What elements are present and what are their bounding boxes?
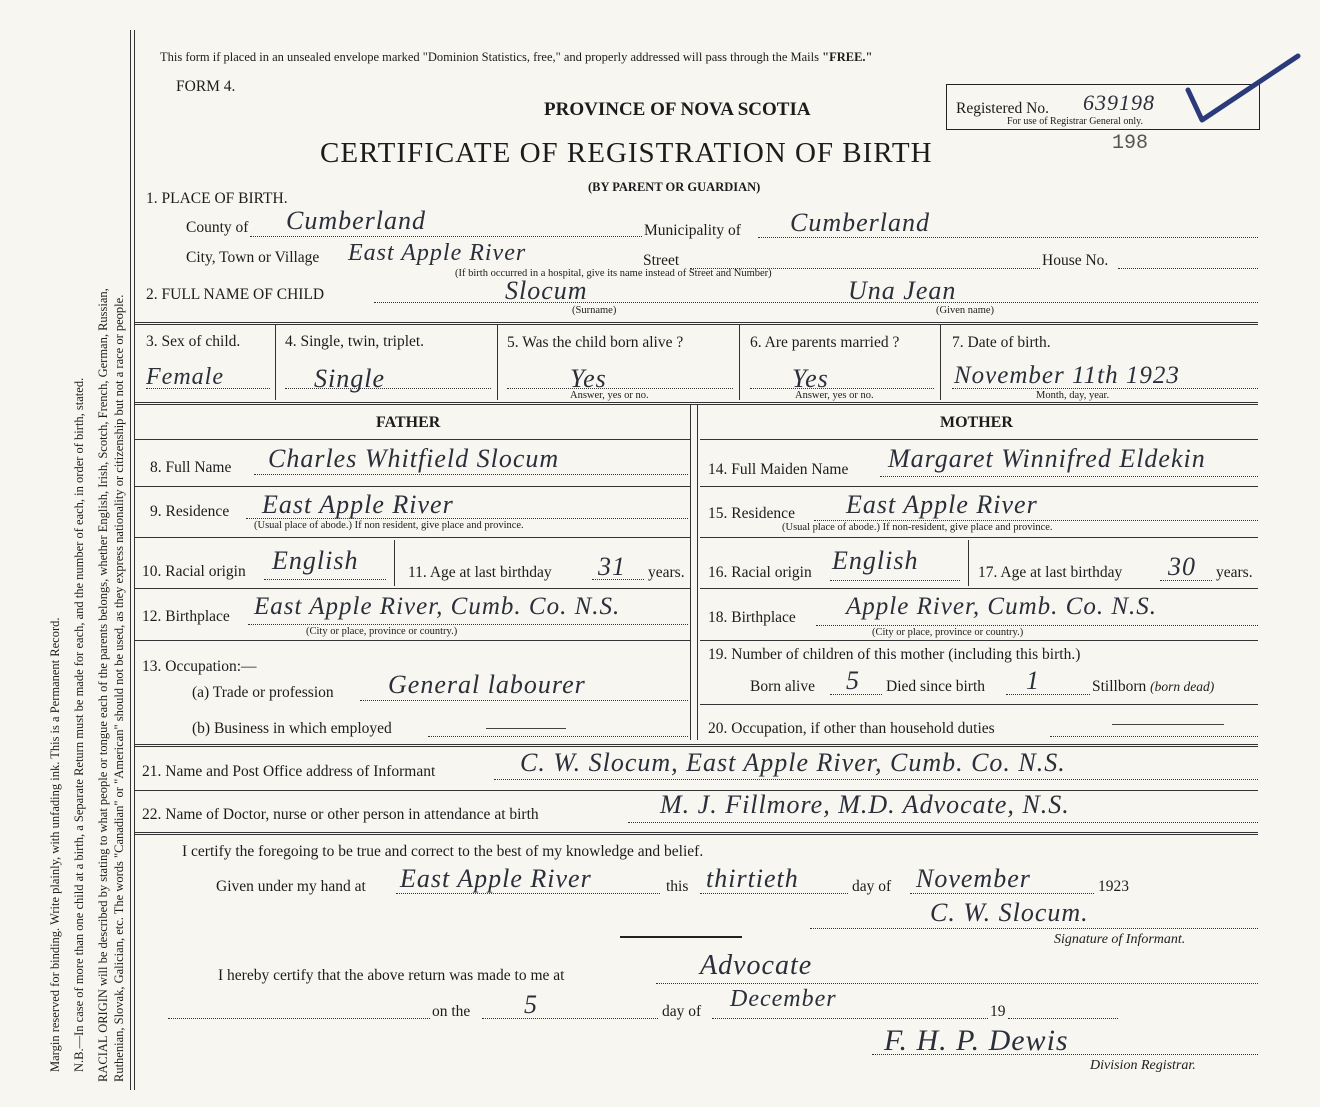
trade-value: General labourer	[388, 670, 586, 699]
certify-statement: I certify the foregoing to be true and correct to the best of my knowledge and belief.	[182, 843, 704, 860]
house-label: House No.	[1042, 252, 1109, 269]
died-label: Died since birth	[886, 678, 986, 695]
registrar-signature-label: Division Registrar.	[1090, 1058, 1196, 1073]
mother-age: 30	[1168, 552, 1196, 581]
sex-value: Female	[146, 364, 224, 390]
registrar-month: December	[730, 986, 837, 1012]
mother-heading: MOTHER	[940, 414, 1013, 431]
father-birthplace-note: (City or place, province or country.)	[306, 626, 458, 637]
mother-age-label: 17. Age at last birthday	[978, 564, 1123, 581]
reg-day-of-label: day of	[662, 1003, 702, 1020]
father-racial-label: 10. Racial origin	[142, 563, 246, 580]
mother-residence: East Apple River	[846, 490, 1038, 519]
father-residence-label: 9. Residence	[150, 503, 230, 520]
father-residence: East Apple River	[262, 490, 454, 519]
father-name: Charles Whitfield Slocum	[268, 444, 560, 473]
stillborn-label: Stillborn (born dead)	[1092, 678, 1215, 695]
margin-rule	[130, 30, 131, 1090]
day-of-label: day of	[852, 878, 892, 895]
county-label: County of	[186, 219, 249, 236]
father-birthplace: East Apple River, Cumb. Co. N.S.	[254, 593, 621, 620]
city-label: City, Town or Village	[186, 249, 320, 266]
dob-label: 7. Date of birth.	[952, 334, 1051, 351]
alive-label: 5. Was the child born alive ?	[507, 334, 684, 351]
mother-birthplace-label: 18. Birthplace	[708, 609, 796, 626]
mother-racial: English	[832, 546, 919, 575]
single-label: 4. Single, twin, triplet.	[285, 333, 425, 350]
father-age: 31	[598, 552, 626, 581]
father-age-unit: years.	[648, 564, 685, 581]
informant-signature-label: Signature of Informant.	[1054, 932, 1186, 947]
father-name-label: 8. Full Name	[150, 459, 232, 476]
given-place: East Apple River	[400, 864, 592, 893]
postal-notice: This form if placed in an unsealed envelope marked "Dominion Statistics, free," and properly addressed will pass through the Mails "FREE."	[160, 50, 873, 64]
page-title: CERTIFICATE OF REGISTRATION OF BIRTH	[320, 137, 933, 169]
mother-birthplace-note: (City or place, province or country.)	[872, 627, 1024, 638]
day-value: thirtieth	[706, 864, 799, 893]
single-value: Single	[314, 364, 385, 393]
registrar-note: For use of Registrar General only.	[1007, 116, 1143, 127]
child-name-label: 2. FULL NAME OF CHILD	[146, 286, 325, 303]
mother-occupation-label: 20. Occupation, if other than household duties	[708, 720, 995, 737]
dob-value: November 11th 1923	[954, 362, 1180, 389]
married-label: 6. Are parents married ?	[750, 334, 900, 351]
hospital-note: (If birth occurred in a hospital, give its name instead of Street and Number)	[455, 268, 772, 279]
business-label: (b) Business in which employed	[192, 720, 392, 737]
mother-name: Margaret Winnifred Eldekin	[888, 444, 1206, 473]
municipality-value: Cumberland	[790, 208, 930, 237]
this-label: this	[666, 878, 689, 895]
registered-number: 639198	[1083, 90, 1155, 115]
trade-label: (a) Trade or profession	[192, 684, 334, 701]
registrar-statement: I hereby certify that the above return was made to me at	[218, 967, 565, 984]
sex-label: 3. Sex of child.	[146, 333, 241, 350]
county-value: Cumberland	[286, 206, 426, 235]
mother-birthplace: Apple River, Cumb. Co. N.S.	[846, 593, 1158, 620]
children-label: 19. Number of children of this mother (including this birth.)	[708, 646, 1081, 663]
surname-note: (Surname)	[572, 305, 617, 316]
mother-age-unit: years.	[1216, 564, 1253, 581]
registrar-signature: F. H. P. Dewis	[884, 1024, 1069, 1057]
father-birthplace-label: 12. Birthplace	[142, 608, 230, 625]
form-number: FORM 4.	[176, 78, 236, 95]
mother-name-label: 14. Full Maiden Name	[708, 461, 849, 478]
province-title: PROVINCE OF NOVA SCOTIA	[544, 99, 811, 120]
registrar-place: Advocate	[700, 950, 813, 981]
mother-racial-label: 16. Racial origin	[708, 564, 812, 581]
mother-residence-note: (Usual place of abode.) If non-resident, give place and province.	[782, 522, 1053, 533]
married-note: Answer, yes or no.	[795, 390, 874, 401]
margin-note-2: N.B.—In case of more than one child at a birth, a Separate Return must be made for each, and the number of each, in order of birth, stated.	[72, 377, 86, 1072]
year-value: 1923	[1098, 878, 1129, 895]
informant-signature: C. W. Slocum.	[930, 898, 1089, 927]
city-value: East Apple River	[348, 240, 527, 266]
given-label: Given under my hand at	[216, 878, 366, 895]
place-section-title: 1. PLACE OF BIRTH.	[146, 190, 288, 207]
born-alive-label: Born alive	[750, 678, 815, 695]
father-residence-note: (Usual place of abode.) If non resident, give place and province.	[254, 520, 524, 531]
died-value: 1	[1026, 666, 1040, 695]
mother-residence-label: 15. Residence	[708, 505, 795, 522]
father-age-label: 11. Age at last birthday	[408, 564, 552, 581]
alive-note: Answer, yes or no.	[570, 390, 649, 401]
municipality-label: Municipality of	[644, 222, 741, 239]
registered-label: Registered No.	[956, 100, 1049, 117]
binding-margin	[0, 0, 130, 1107]
child-surname: Slocum	[505, 276, 588, 305]
street-label: Street	[643, 252, 680, 269]
informant-value: C. W. Slocum, East Apple River, Cumb. Co. N.S.	[520, 748, 1066, 777]
informant-label: 21. Name and Post Office address of Informant	[142, 763, 436, 780]
month-value: November	[916, 864, 1031, 893]
born-alive-value: 5	[846, 666, 860, 695]
child-given-name: Una Jean	[848, 276, 957, 305]
occupation-label: 13. Occupation:—	[142, 658, 257, 675]
page-subtitle: (BY PARENT OR GUARDIAN)	[588, 180, 761, 194]
margin-note-4: Ruthenian, Slovak, Galician, etc. The words "Canadian" or "American" should not be used, as they express nationality or citizenship but not a race or people.	[112, 294, 126, 1082]
stamp-number: 198	[1112, 132, 1149, 155]
on-the-label: on the	[432, 1003, 471, 1020]
alive-value: Yes	[570, 364, 607, 393]
check-mark-icon	[1180, 48, 1310, 128]
doctor-value: M. J. Fillmore, M.D. Advocate, N.S.	[660, 790, 1070, 819]
margin-note-3: RACIAL ORIGIN will be described by stating to what people or tongue each of the parents belongs, whether English, Irish, Scotch, French, German, Russian,	[96, 288, 110, 1082]
registrar-day: 5	[524, 990, 538, 1019]
margin-rule-2	[134, 30, 135, 1090]
doctor-label: 22. Name of Doctor, nurse or other person in attendance at birth	[142, 806, 539, 823]
given-name-note: (Given name)	[936, 305, 995, 316]
father-racial: English	[272, 546, 359, 575]
married-value: Yes	[792, 364, 829, 393]
registrar-year: 19	[990, 1003, 1006, 1020]
father-heading: FATHER	[376, 414, 441, 431]
dob-note: Month, day, year.	[1036, 390, 1110, 401]
margin-note-1: Margin reserved for binding. Write plainly, with unfading ink. This is a Permanent Record.	[48, 617, 62, 1072]
